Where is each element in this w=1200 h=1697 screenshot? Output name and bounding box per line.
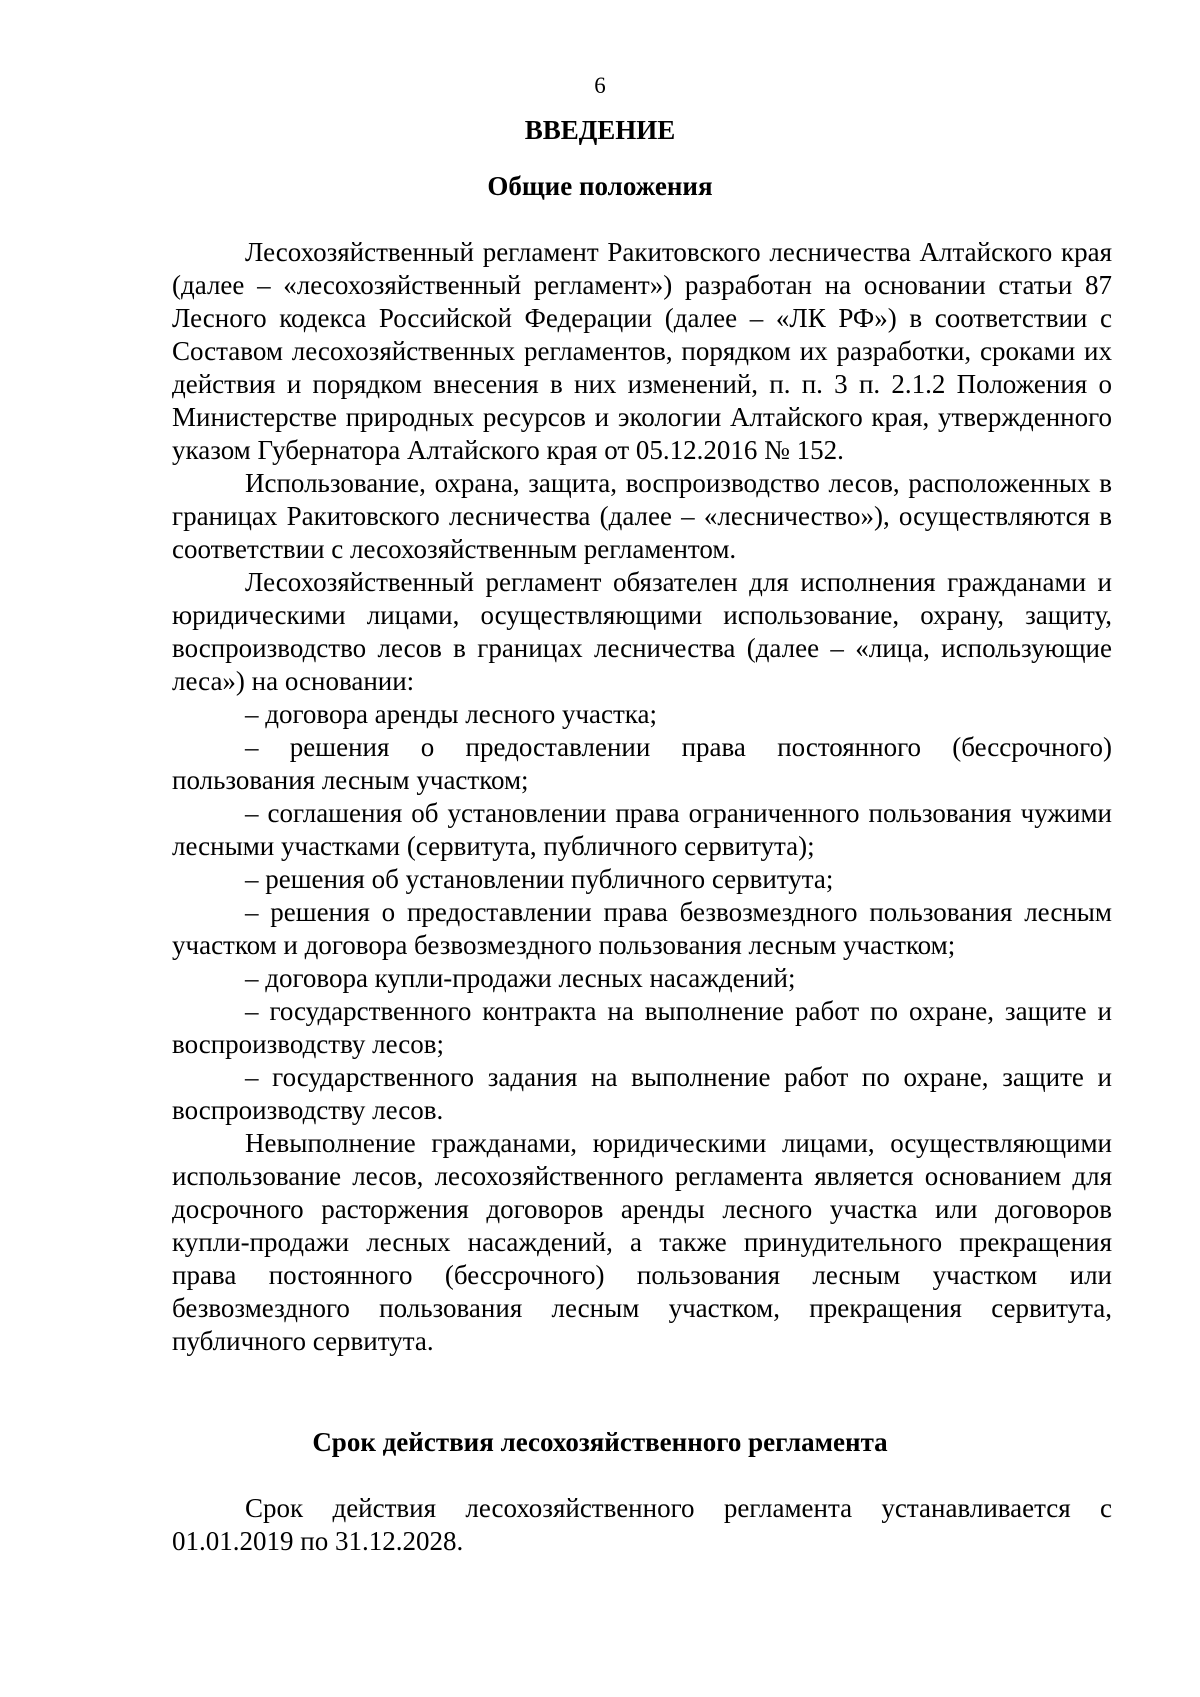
paragraph: Использование, охрана, защита, воспроизводство лесов, расположенных в границах Ракитовского лесничества (далее – «лесничество»), осуществляются в соответствии с лесохозяйственным регламентом.: [172, 468, 1112, 564]
section-heading-general: Общие положения: [487, 171, 713, 201]
section-body-general: [172, 236, 1112, 1358]
list-item: – государственного задания на выполнение работ по охране, защите и воспроизводству лесов.: [172, 1062, 1112, 1125]
paragraph: Лесохозяйственный регламент обязателен для исполнения гражданами и юридическими лицами, осуществляющими использование, охрану, защиту, воспроизводство лесов в границах лесничества (далее – «лица, использующие леса») на основании:: [172, 567, 1112, 696]
paragraph: Невыполнение гражданами, юридическими лицами, осуществляющими использование лесов, лесохозяйственного регламента является основанием для досрочного расторжения договоров аренды лесного участка или договоров купли-продажи лесных насаждений, а также принудительного прекращения права постоянного (бессрочного) пользования лесным участком или безвозмездного пользования лесным участком, прекращения сервитута, публичного сервитута.: [172, 1128, 1112, 1356]
document-title: ВВЕДЕНИЕ: [524, 115, 676, 145]
list-item: – решения об установлении публичного сервитута;: [245, 864, 834, 894]
list-item: – соглашения об установлении права ограниченного пользования чужими лесными участками (сервитута, публичного сервитута);: [172, 798, 1112, 861]
list-item: – решения о предоставлении права постоянного (бессрочного) пользования лесным участком;: [172, 732, 1112, 795]
list-item: – договора аренды лесного участка;: [245, 699, 657, 729]
paragraph: Лесохозяйственный регламент Ракитовского лесничества Алтайского края (далее – «лесохозяйственный регламент») разработан на основании статьи 87 Лесного кодекса Российской Федерации (далее – «ЛК РФ») в соответствии с Составом лесохозяйственных регламентов, порядком их разработки, сроками их действия и порядком внесения в них изменений, п. п. 3 п. 2.1.2 Положения о Министерстве природных ресурсов и экологии Алтайского края, утвержденного указом Губернатора Алтайского края от 05.12.2016 № 152.: [172, 237, 1112, 465]
page-number: 6: [594, 73, 606, 98]
section-body-term: [172, 1492, 1112, 1558]
section-heading-term: Срок действия лесохозяйственного регламента: [312, 1427, 888, 1457]
list-item: – договора купли-продажи лесных насаждений;: [245, 963, 796, 993]
list-item: – государственного контракта на выполнение работ по охране, защите и воспроизводству лесов;: [172, 996, 1112, 1059]
list-item: – решения о предоставлении права безвозмездного пользования лесным участком и договора безвозмездного пользования лесным участком;: [172, 897, 1112, 960]
paragraph: Срок действия лесохозяйственного регламента устанавливается с 01.01.2019 по 31.12.2028.: [172, 1493, 1112, 1556]
